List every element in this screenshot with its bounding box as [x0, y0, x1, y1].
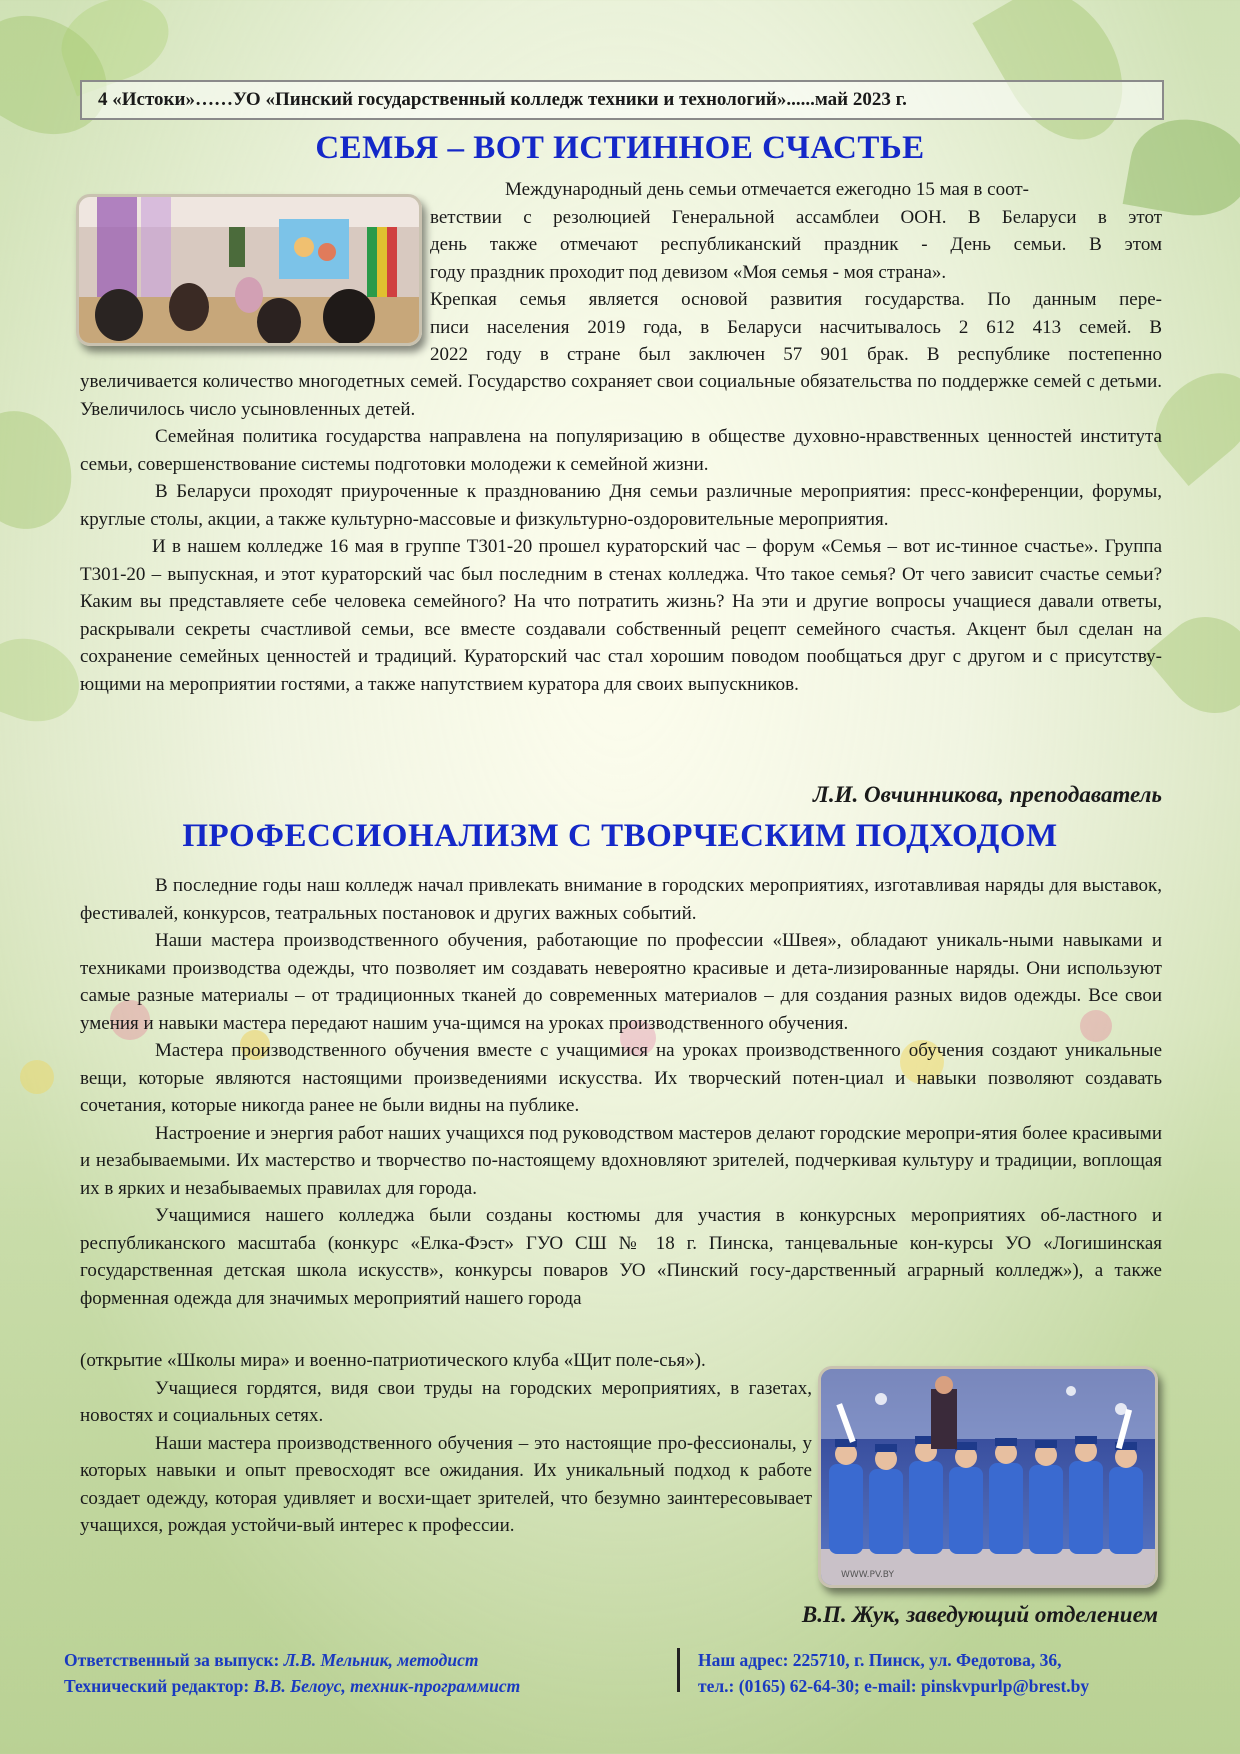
footer-right [698, 1647, 1089, 1699]
article2-body [80, 872, 1162, 1312]
paragraph: Мастера производственного обучения вместе с учащимися на уроках производственного обучения создают уникальные вещи, которые являются настоящими произведениями искусства. Их творческий потен-циал и навыки позволяют создавать сочетания, которые никогда ранее не были видны на публике. [80, 1040, 1162, 1116]
article1-signature: Л.И. Овчинникова, преподаватель [813, 782, 1162, 807]
responsible-label: Ответственный за выпуск: [64, 1650, 280, 1670]
page-header [80, 80, 1164, 120]
wrap-line: году праздник проходит под девизом «Моя семья - моя страна». [430, 261, 947, 283]
paragraph: увеличивается количество многодетных семей. Государство сохраняет свои социальные обязательства по поддержке семей с детьми. Увеличилось число усыновленных детей. [80, 371, 1162, 420]
wrap-line: день также отмечают республиканский праздник - День семьи. В этом [430, 234, 1162, 255]
paragraph: Учащиеся гордятся, видя свои труды на городских мероприятиях, в газетах, новостях и социальных сетях. [80, 1377, 812, 1426]
footer-responsible [64, 1647, 520, 1673]
performance-photo [818, 1366, 1158, 1588]
article2-signature: В.П. Жук, заведующий отделением [801, 1602, 1158, 1627]
article2-title: ПРОФЕССИОНАЛИЗМ С ТВОРЧЕСКИМ ПОДХОДОМ [182, 818, 1058, 854]
responsible-name: Л.В. Мельник, методист [283, 1650, 479, 1670]
paragraph: (открытие «Школы мира» и военно-патриотического клуба «Щит поле-сья»). [80, 1350, 706, 1371]
paragraph: В Беларуси проходят приуроченные к празднованию Дня семьи различные мероприятия: пресс-конференции, форумы, круглые столы, акции, а также культурно-массовые и физкультурно-оздоровительные мероприятия. [80, 481, 1162, 530]
article1-body [80, 368, 1162, 698]
paragraph: В последние годы наш колледж начал привлекать внимание в городских мероприятиях, изготавливая наряды для выставок, фестивалей, конкурсов, театральных постановок и других важных событий. [80, 875, 1162, 924]
article2-wrap-body [80, 1347, 812, 1540]
wrap-line: Международный день семьи отмечается ежегодно 15 мая в соот- [505, 179, 1029, 200]
article1-wrap-text [430, 176, 1162, 369]
photo-watermark: WWW.PV.BY [841, 1570, 894, 1580]
paragraph: Наши мастера производственного обучения, работающие по профессии «Швея», обладают уникаль-ными навыками и техниками производства одежды, что позволяет им создавать невероятно красивые и дета-лизированные наряды. Они используют самые разные материалы – от традиционных тканей до современных материалов – для создания разных видов одежды. Все свои умения и навыки мастера передают нашим уча-щимся на уроках производственного обучения. [80, 930, 1162, 1034]
editor-name: В.В. Белоус, техник-программист [253, 1676, 521, 1696]
editor-label: Технический редактор: [64, 1676, 250, 1696]
paragraph: Наши мастера производственного обучения – это настоящие про-фессионалы, у которых навыки и опыт превосходят все ожидания. Их уникальный подход к работе создает одежду, которая удивляет и восхи-щает зрителей, что безумно заинтересовывает учащихся, рождая устойчи-вый интерес к профессии. [80, 1432, 812, 1536]
wrap-line: писи населения 2019 года, в Беларуси насчитывалось 2 612 413 семей. В [430, 316, 1162, 338]
header-line: 4 «Истоки»……УО «Пинский государственный колледж техники и технологий»......май 2023 г. [98, 89, 907, 110]
article1-title: СЕМЬЯ – ВОТ ИСТИННОЕ СЧАСТЬЕ [315, 130, 925, 166]
footer-left [64, 1647, 520, 1699]
wrap-line: 2022 году в стране был заключен 57 901 брак. В республике постепенно [430, 344, 1162, 365]
paragraph: И в нашем колледже 16 мая в группе Т301-20 прошел кураторский час – форум «Семья – вот ис-тинное счастье». Группа Т301-20 – выпускная, и этот кураторский час был последним в стенах колледжа. Что такое семья? От чего зависит счастье семьи? Каким вы представляете себе человека семейного? На что потратить жизнь? На эти и другие вопросы учащиеся давали ответы, раскрывали секреты счастливой семьи, все вместе создавали собственный рецепт семейного счастья. Акцент был сделан на сохранение семейных ценностей и традиций. Кураторский час стал хорошим поводом пообщаться друг с другом и с присутству-ющими на мероприятии гостями, а также напутствием куратора для своих выпускников. [80, 536, 1162, 695]
footer-contacts: тел.: (0165) 62-64-30; e-mail: pinskvpurlp@brest.by [698, 1676, 1090, 1696]
wrap-line: Крепкая семья является основой развития государства. По данным пере- [430, 289, 1162, 310]
footer-divider [677, 1648, 680, 1692]
footer-address: Наш адрес: 225710, г. Пинск, ул. Федотова, 36, [698, 1650, 1062, 1670]
paragraph: Семейная политика государства направлена на популяризацию в обществе духовно-нравственных ценностей института семьи, совершенствование системы подготовки молодежи к семейной жизни. [80, 426, 1162, 475]
paragraph: Учащимися нашего колледжа были созданы костюмы для участия в конкурсных мероприятиях об-ластного и республиканского масштаба (конкурс «Елка-Фэст» ГУО СШ № 18 г. Пинска, танцевальные кон-курсы УО «Логишинская государственная детская школа искусств», конкурсы поваров УО «Пинский госу-дарственный аграрный колледж»), а также форменная одежда для значимых мероприятий нашего города [80, 1205, 1162, 1309]
paragraph: Настроение и энергия работ наших учащихся под руководством мастеров делают городские меропри-ятия более красивыми и незабываемыми. Их мастерство и творчество по-настоящему вдохновляют зрителей, подчеркивая культуру и традиции, воплощая их в ярких и незабываемых правилах для города. [80, 1122, 1162, 1199]
footer-editor [64, 1673, 520, 1699]
classroom-photo [76, 194, 422, 346]
wrap-line: ветствии с резолюцией Генеральной ассамблеи ООН. В Беларуси в этот [430, 206, 1162, 228]
